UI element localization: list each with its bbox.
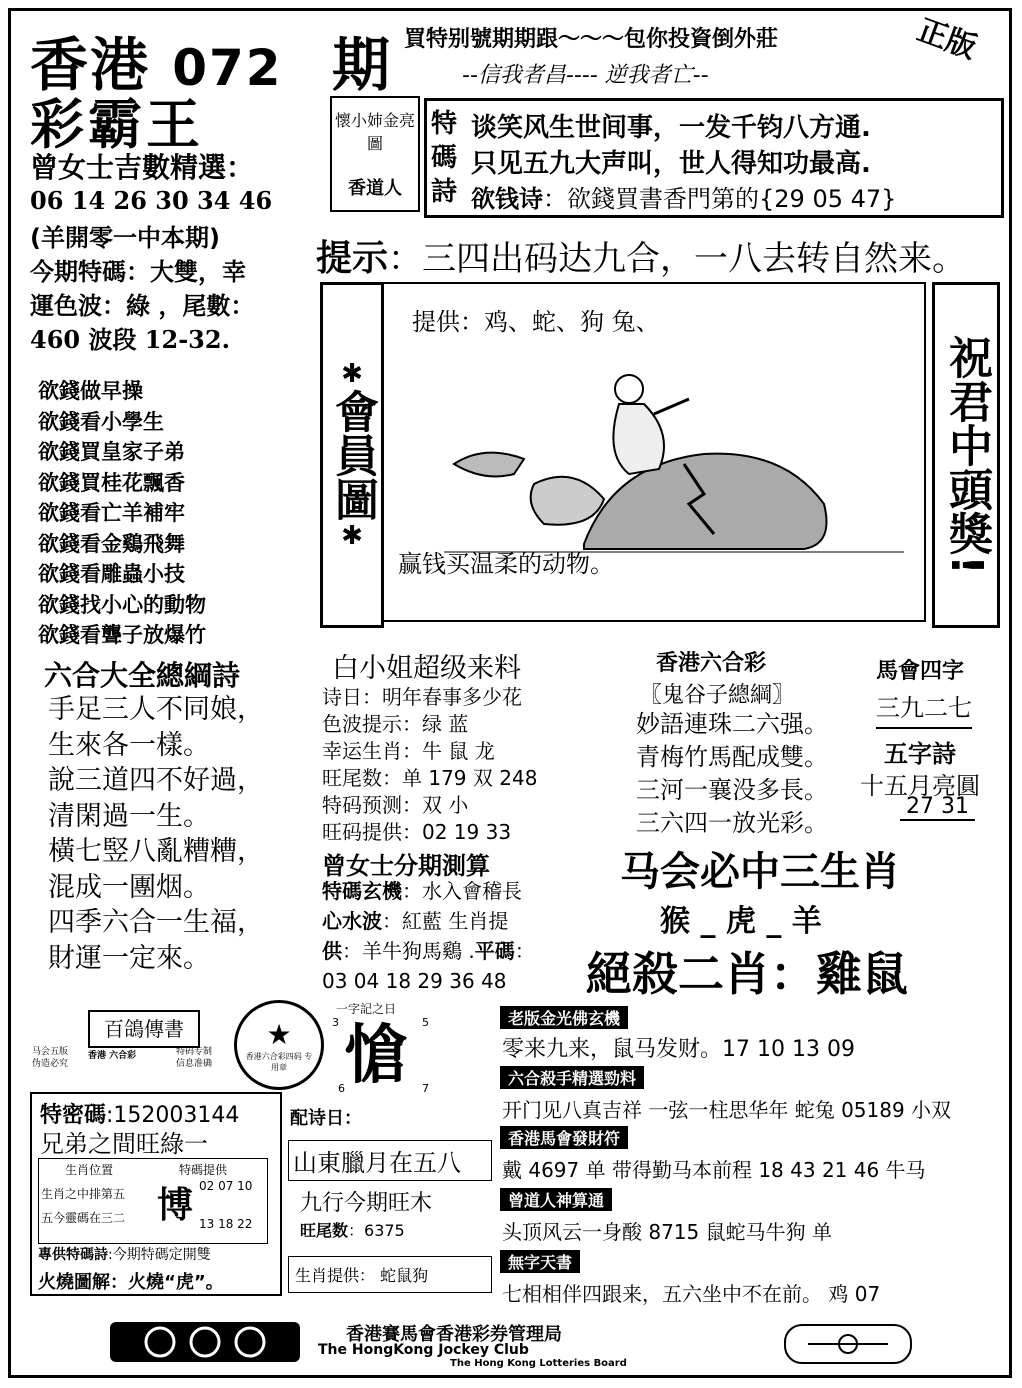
pigeon-logo-sub: 香港 六合彩 — [88, 1051, 137, 1061]
mahui-four: 三九二七 — [876, 688, 972, 729]
zeng-fenqi-title: 曾女士分期測算 — [322, 852, 490, 880]
left-note-2: 伪造必究 — [32, 1059, 69, 1069]
mahui-five-title: 五字詩 — [884, 740, 956, 768]
brothers-line: 兄弟之間旺綠一 — [40, 1130, 208, 1158]
picture-provide: 提供：鸡、蛇、狗 兔、 — [412, 308, 660, 336]
guigu-title: 香港六合彩 — [656, 651, 767, 676]
table-h1: 生肖位置 — [65, 1163, 114, 1177]
poem-line — [38, 1244, 211, 1264]
zeng-title: 曾女士吉數精選： — [30, 151, 255, 184]
zeng-line2: 運色波：綠 ，尾數： — [30, 292, 255, 320]
right-list-body: 头顶风云一身酸 8715 鼠蛇马牛狗 单 — [502, 1220, 832, 1244]
yuqian-item: 欲錢看金鷄飛舞 — [38, 531, 185, 556]
right-list-item — [500, 1250, 1000, 1312]
zeng-line3: 460 波段 12-32. — [30, 325, 230, 354]
fenqi-l3-label: 供 — [322, 939, 342, 963]
guigu-subtitle: 〖鬼谷子總綱〗 — [640, 683, 795, 708]
header-slogan: 買特别號期期跟～～～包你投資倒外莊 — [404, 27, 779, 52]
hint-text: ：三四出码达九合，一八去转自然来。 — [388, 239, 967, 279]
figure-head — [615, 375, 643, 403]
big-rock — [584, 454, 827, 549]
footer-right-emblem — [803, 1332, 893, 1356]
yizi-n5: 5 — [422, 1016, 429, 1029]
issue-number: 072 — [172, 39, 283, 97]
left-banner — [320, 282, 384, 628]
fenqi-l3: ：羊牛狗馬鷄 . — [342, 939, 475, 963]
bo-char: 博 — [157, 1185, 194, 1226]
mahui-five: 十五月亮圓 — [860, 772, 980, 800]
fenqi-l1: ：水入會稽長 — [402, 879, 522, 903]
yizi-n3: 3 — [332, 1016, 339, 1029]
secret-label: 特密碼 — [40, 1103, 107, 1128]
liuhe-line: 財運一定來。 — [48, 942, 210, 974]
figure-arm — [654, 399, 689, 414]
picture-caption: 赢钱买温柔的动物。 — [398, 550, 614, 578]
right-list-head: 香港馬會發財符 — [500, 1126, 628, 1149]
right-banner — [932, 282, 1000, 628]
liuhe-line: 說三道四不好過， — [48, 765, 264, 796]
zeng-line1: 今期特碼：大雙，幸 — [30, 258, 246, 286]
yizi-zodiac-value: ： 蛇鼠狗 — [359, 1266, 429, 1285]
title-hk: 香港 — [30, 31, 151, 99]
footer-cn: 香港賽馬會香港彩券管理局 — [346, 1324, 562, 1345]
side-logo-top: 懷小姉金亮圖 — [335, 111, 416, 153]
side-logo — [330, 96, 420, 212]
liuhe-line: 手足三人不同娘， — [48, 694, 264, 725]
picture-illustration — [444, 354, 904, 554]
small-rock — [454, 453, 524, 477]
right-list — [500, 1006, 1000, 1312]
secret-code-box — [30, 1092, 282, 1296]
footer-right-logo — [784, 1324, 912, 1364]
liuhe-lines — [48, 692, 264, 976]
special-poem-tags — [431, 107, 461, 209]
bai-line: 旺码提供：02 19 33 — [322, 820, 512, 844]
bo-nums2: 13 18 22 — [199, 1217, 253, 1231]
yuqian-item: 欲錢看聾子放爆竹 — [38, 623, 206, 647]
yizi-char: 愴 — [344, 1019, 408, 1093]
yizi-zodiac — [288, 1256, 492, 1293]
right-list-item — [500, 1126, 1000, 1188]
left-note — [32, 1046, 68, 1070]
poem-label: 專供特碼詩 — [38, 1247, 108, 1263]
mid-rock — [531, 477, 604, 525]
right-list-body: 开门见八真吉祥 一弦一柱思华年 蛇兔 05189 小双 — [502, 1098, 952, 1122]
yuqian-item: 欲錢看雕蟲小技 — [38, 562, 185, 586]
three-zodiac-animals: 猴 _ 虎 _ 羊 — [660, 904, 822, 939]
yizi-line2: 九行今期旺木 — [300, 1191, 433, 1216]
zeng-numbers: 06 14 26 30 34 46 — [30, 186, 273, 215]
right-list-head: 曾道人神算通 — [500, 1188, 612, 1211]
secret-code: :152003144 — [106, 1103, 240, 1128]
emblem-ring-3 — [236, 1328, 264, 1356]
yuqian-nums: {29 05 47} — [759, 185, 897, 213]
yuqian-item: 欲錢看亡羊補牢 — [38, 501, 185, 525]
poem-text: :今期特碼定開雙 — [108, 1247, 211, 1263]
liuhe-line: 清閑過一生。 — [48, 800, 210, 832]
special-poem-line1: 谈笑风生世间事，一发千钧八方通. — [471, 113, 871, 143]
table-r2: 五今靈碼在三二 — [41, 1211, 126, 1225]
right-list-body: 七相相伴四跟来，五六坐中不在前。 鸡 07 — [502, 1282, 881, 1306]
fire-label: 火燒圖解 — [38, 1272, 110, 1293]
picture-box — [382, 282, 926, 622]
tagline-right: 逆我者亡 — [604, 63, 693, 88]
header-tagline: --信我者昌---- 逆我者亡-- — [462, 63, 709, 88]
zodiac-table — [38, 1158, 268, 1244]
guigu-line: 青梅竹馬配成雙。 — [636, 743, 828, 771]
official-seal — [234, 1000, 324, 1090]
fenqi-l1-label: 特碼玄機 — [322, 879, 402, 903]
yizi-n6: 6 — [338, 1082, 345, 1095]
yizi-zodiac-label: 生肖提供 — [295, 1266, 360, 1285]
hint-label: 提示 — [316, 238, 389, 279]
star-bottom: ✱ — [341, 521, 363, 551]
tagline-left: 信我者昌 — [477, 63, 566, 88]
yizi-title: 一字記之日 — [336, 1002, 397, 1016]
right-list-body: 零来九来，鼠马发财。17 10 13 09 — [502, 1037, 855, 1062]
liuhe-line: 橫七竪八亂糟糟， — [48, 836, 264, 867]
star-top: ✱ — [341, 359, 363, 389]
special-poem-line3 — [471, 179, 896, 214]
special-poem-box — [424, 98, 1004, 218]
liuhe-title: 六合大全總綱詩 — [44, 659, 241, 692]
tag-shi: 詩 — [431, 177, 458, 207]
brand-name: 彩霸王 — [30, 93, 204, 156]
yizi-tail-label: 旺尾数 — [300, 1221, 349, 1240]
footer-left-emblem — [110, 1322, 300, 1362]
yizi-box — [332, 1016, 432, 1096]
footer-en2: The Hong Kong Lotteries Board — [450, 1358, 627, 1369]
table-h2: 特碼提供 — [179, 1163, 228, 1177]
zeng-fenqi-body — [322, 876, 582, 996]
tag-ma: 碼 — [431, 143, 458, 173]
hint-line — [316, 230, 966, 281]
bai-line: 旺尾数：单 179 双 248 — [322, 766, 538, 790]
yizi-line1: 山東臘月在五八 — [288, 1140, 492, 1181]
liuhe-line: 四季六合一生福， — [48, 907, 264, 938]
seal-star-icon: ★ — [266, 1017, 292, 1051]
table-r1: 生肖之中排第五 — [41, 1187, 126, 1201]
yuqian-item: 欲錢看小學生 — [38, 409, 164, 434]
right-note-1: 特码专制 — [176, 1047, 213, 1057]
fenqi-l3-end: ： — [514, 939, 535, 963]
bai-lines — [322, 684, 537, 846]
mahui-title: 馬會四字 — [876, 659, 965, 684]
bai-line: 特码预测：双 小 — [322, 793, 469, 817]
bai-line: 幸运生肖：牛 鼠 龙 — [322, 739, 495, 763]
fenqi-numbers: 03 04 18 29 36 48 — [322, 969, 507, 993]
fenqi-l2-label: 心水波 — [322, 909, 382, 933]
guigu-line: 三河一襄没多長。 — [636, 776, 828, 804]
pigeon-logo: 百鴿傳書 — [88, 1010, 200, 1048]
yizi-n7: 7 — [422, 1082, 429, 1095]
right-note-2: 信息准确 — [176, 1059, 213, 1069]
mahui-nums: 27 31 — [900, 794, 975, 821]
right-list-head: 無字天書 — [500, 1250, 580, 1273]
right-list-item — [500, 1188, 1000, 1250]
kill-two: 絕殺二肖：雞鼠 — [586, 947, 908, 1001]
yuqian-text: ：欲錢買書香門第的 — [543, 185, 759, 213]
guigu-line: 妙語連珠二六强。 — [636, 710, 828, 738]
right-note — [176, 1046, 212, 1070]
left-banner-text: 會員圖 — [327, 389, 378, 521]
right-banner-text: 祝君中頭獎! — [941, 334, 992, 576]
yuqian-label: 欲钱诗 — [471, 185, 543, 213]
seal-text: 香港六合彩四码 专用章 — [245, 1051, 313, 1072]
bo-nums1: 02 07 10 — [199, 1179, 253, 1193]
left-note-1: 马会五版 — [32, 1047, 69, 1057]
yuqian-item: 欲錢找小心的動物 — [38, 592, 206, 617]
fenqi-l2: ：紅藍 生肖提 — [382, 909, 509, 933]
emblem-ring-1 — [146, 1328, 174, 1356]
right-list-head: 老版金光佛玄機 — [500, 1006, 628, 1029]
fire-line — [38, 1268, 224, 1294]
bai-line: 色波提示：绿 蓝 — [322, 712, 469, 736]
yuqian-list — [38, 376, 206, 651]
footer-left-logo — [110, 1322, 300, 1362]
zhengban-badge: 正版 — [912, 12, 981, 66]
right-list-item — [500, 1056, 1000, 1126]
yizi-peishi: 配诗日： — [290, 1108, 362, 1129]
special-poem-line2: 只见五九大声叫，世人得知功最高. — [471, 149, 871, 179]
side-logo-bottom: 香道人 — [348, 178, 402, 199]
guigu-lines — [636, 708, 828, 840]
qi-label: 期 — [332, 31, 391, 99]
yizi-tail — [300, 1218, 405, 1241]
bai-title: 白小姐超级来料 — [332, 653, 521, 684]
bai-line: 诗日：明年春事多少花 — [322, 685, 522, 709]
footer-en1: The HongKong Jockey Club — [318, 1342, 529, 1358]
liuhe-line: 混成一團烟。 — [48, 871, 210, 903]
liuhe-line: 生來各一樣。 — [48, 729, 210, 761]
yuqian-item: 欲錢買皇家子弟 — [38, 440, 185, 464]
right-list-head: 六合殺手精選勁料 — [500, 1066, 644, 1089]
guigu-line: 三六四一放光彩。 — [636, 809, 828, 837]
tag-te: 特 — [431, 109, 458, 139]
zeng-note: (羊開零一中本期) — [30, 224, 220, 252]
right-list-body: 戴 4697 单 带得勤马本前程 18 43 21 46 牛马 — [502, 1158, 926, 1182]
yuqian-item: 欲錢做早操 — [38, 379, 143, 403]
yuqian-item: 欲錢買桂花飄香 — [38, 470, 185, 495]
fire-text: ：火燒“虎”。 — [110, 1272, 224, 1293]
fenqi-l3-label2: 平碼 — [474, 939, 515, 963]
right-list-item — [500, 1006, 1000, 1062]
emblem-ring-2 — [191, 1328, 219, 1356]
three-zodiac-title: 马会必中三生肖 — [620, 849, 900, 895]
yizi-tail-value: ：6375 — [348, 1221, 405, 1240]
